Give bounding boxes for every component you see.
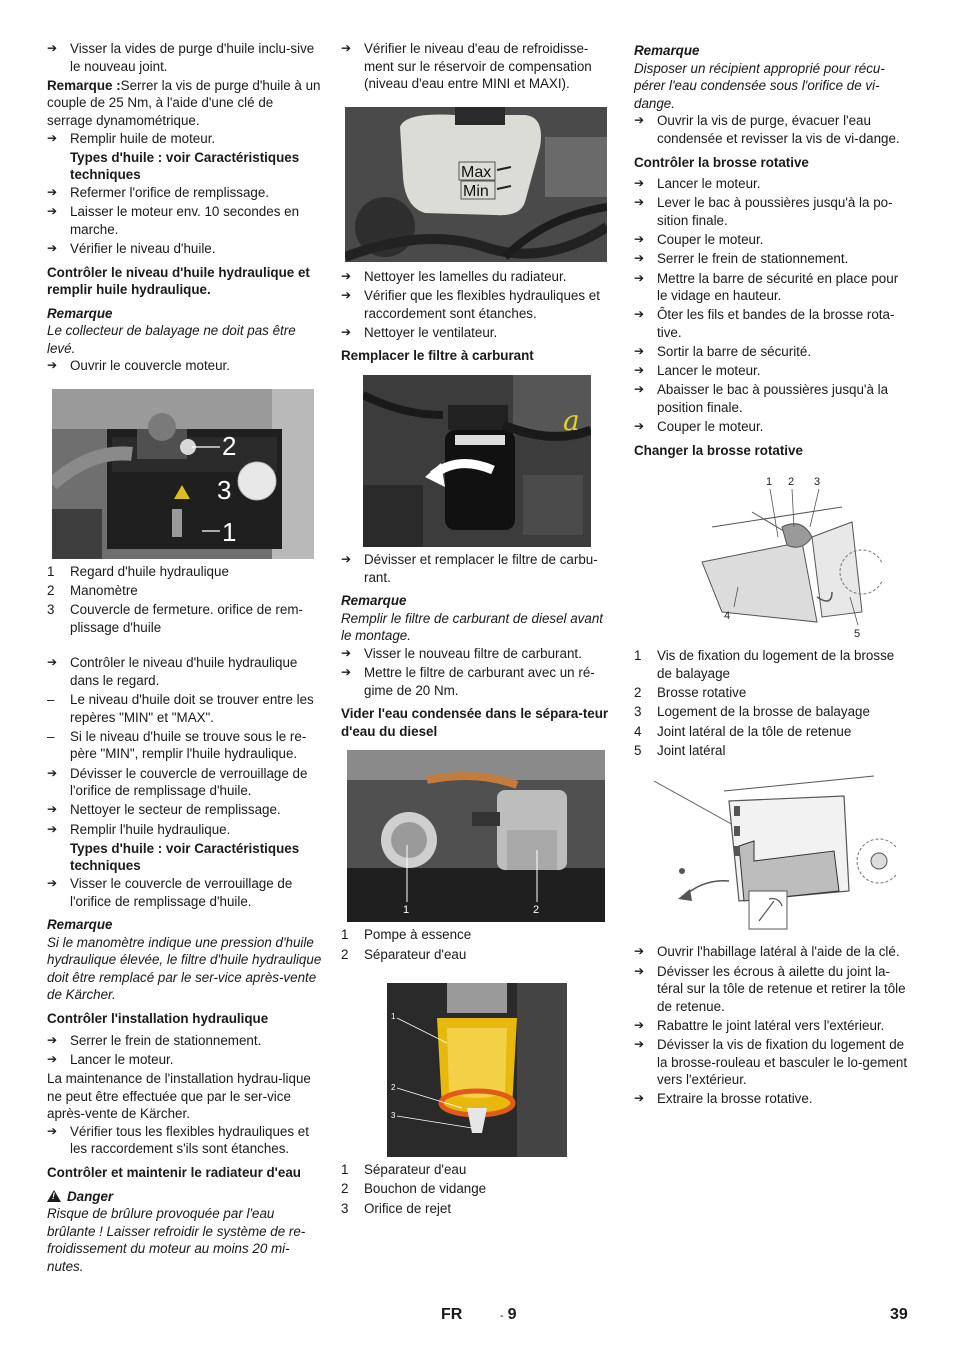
section-heading: Contrôler et maintenir le radiateur d'eau: [47, 1165, 301, 1180]
legend-item: 2 Brosse rotative: [634, 685, 747, 701]
step: ➔ Rabattre le joint latéral vers l'extérieur.: [634, 1017, 885, 1033]
photo-label: a: [563, 403, 580, 437]
arrow-right-icon: ➔: [341, 645, 352, 660]
remark-title: Remarque: [341, 593, 407, 609]
oil-types-note: Types d'huile : voir Caractéristiques techniques: [70, 149, 300, 183]
step: ➔ Remplir l'huile hydraulique.: [47, 821, 231, 837]
steps-list: [634, 175, 909, 436]
arrow-right-icon: ➔: [634, 307, 645, 322]
arrow-right-icon: ➔: [634, 944, 645, 959]
step: ➔ Serrer le frein de stationnement.: [634, 251, 849, 267]
arrow-right-icon: ➔: [634, 1017, 645, 1032]
danger-title: !Danger: [47, 1188, 322, 1206]
photo-label: 1: [222, 517, 237, 548]
coolant-reservoir-photo: [345, 107, 607, 262]
warning-triangle-icon: [47, 1190, 61, 1202]
legend-item: 5 Joint latéral: [634, 742, 726, 758]
arrow-right-icon: ➔: [634, 1091, 645, 1106]
column-2: [341, 40, 616, 1219]
side-panel-drawing: [634, 771, 896, 933]
arrow-right-icon: ➔: [634, 419, 645, 434]
step: ➔ Refermer l'orifice de remplissage.: [47, 184, 270, 200]
arrow-right-icon: ➔: [47, 1123, 58, 1138]
dash-item: – Si le niveau d'huile se trouve sous le re-père "MIN", remplir l'huile hydraulique.: [47, 728, 307, 762]
step: ➔ Visser le nouveau filtre de carburant.: [341, 645, 582, 661]
section-page-number: - 9: [500, 1306, 517, 1323]
step: ➔ Laisser le moteur env. 10 secondes en marche.: [47, 204, 300, 237]
arrow-right-icon: ➔: [47, 41, 58, 55]
section-heading: Contrôler le niveau d'huile hydraulique et remplir huile hydraulique.: [47, 264, 310, 298]
step: ➔ Vérifier tous les flexibles hydrauliques et les raccordement s'ils sont étanches.: [47, 1123, 309, 1157]
step: ➔ Nettoyer les lamelles du radiateur.: [341, 268, 567, 284]
step: ➔ Couper le moteur.: [634, 232, 764, 248]
remark-text: Disposer un récipient approprié pour récu-pérer l'eau condensée sous l'orifice de vi-dange.: [634, 60, 885, 111]
water-separator-bowl-photo: [387, 983, 567, 1157]
arrow-right-icon: ➔: [47, 358, 58, 373]
arrow-right-icon: ➔: [341, 665, 352, 680]
remark-title: Remarque: [634, 43, 700, 58]
step: ➔ Lancer le moteur.: [47, 1051, 174, 1067]
oil-types-note: Types d'huile : voir Caractéristiques techniques: [70, 840, 300, 874]
arrow-right-icon: ➔: [634, 113, 645, 128]
step: ➔ Mettre le filtre de carburant avec un ré-gime de 20 Nm.: [341, 665, 595, 698]
arrow-right-icon: ➔: [341, 287, 352, 302]
legend-item: 3 Logement de la brosse de balayage: [634, 704, 870, 720]
arrow-right-icon: ➔: [47, 240, 58, 255]
remark-text: Si le manomètre indique une pression d'huile hydraulique élevée, le filtre d'huile hydraulique doit être remplacé par le ser-vice après-vente de Kärcher.: [47, 934, 322, 1003]
step: ➔ Dévisser et remplacer le filtre de carbu-rant.: [341, 551, 598, 585]
arrow-right-icon: ➔: [47, 1051, 58, 1066]
legend-item: 2 Bouchon de vidange: [341, 1181, 487, 1197]
step: ➔ Ouvrir l'habillage latéral à l'aide de la clé.: [634, 944, 900, 960]
arrow-right-icon: ➔: [47, 1032, 58, 1047]
legend-item: 3 Orifice de rejet: [341, 1200, 452, 1216]
step: ➔ Nettoyer le secteur de remplissage.: [47, 802, 281, 818]
arrow-right-icon: ➔: [47, 765, 58, 780]
drawing-label: 4: [724, 610, 731, 623]
step: ➔ Vérifier que les flexibles hydrauliques et raccordement sont étanches.: [341, 287, 600, 321]
legend-item: 1 Pompe à essence: [341, 927, 472, 943]
step: ➔ Lancer le moteur.: [634, 176, 761, 192]
arrow-right-icon: ➔: [47, 130, 58, 145]
step: ➔ Nettoyer le ventilateur.: [341, 324, 498, 340]
step: ➔ Dévisser la vis de fixation du logement de la brosse-rouleau et basculer le lo-gement vers l'extérieur.: [634, 1037, 908, 1088]
step: ➔ Sortir la barre de sécurité.: [634, 344, 812, 360]
remark-title: Remarque: [47, 917, 113, 933]
dash-item: – Le niveau d'huile doit se trouver entre les repères "MIN" et "MAX".: [47, 692, 314, 725]
arrow-right-icon: ➔: [634, 176, 645, 191]
arrow-right-icon: ➔: [47, 821, 58, 836]
paragraph: La maintenance de l'installation hydrau-lique ne peut être effectuée que par le ser-vice après-vente de Kärcher.: [47, 1071, 311, 1122]
section-heading: Changer la brosse rotative: [634, 442, 803, 458]
photo-label: Min: [463, 182, 489, 200]
photo-label: 2: [533, 904, 540, 917]
photo-label: Max: [461, 163, 492, 181]
step: ➔ Couper le moteur.: [634, 419, 764, 435]
drawing-label: 5: [854, 628, 861, 641]
arrow-right-icon: ➔: [47, 204, 58, 219]
page-footer: [0, 1306, 954, 1330]
photo-label: 3: [391, 1111, 396, 1121]
arrow-right-icon: ➔: [47, 802, 58, 817]
photo-label: 2: [222, 431, 237, 462]
legend-item: 3 Couvercle de fermeture. orifice de rem-plissage d'huile: [47, 602, 303, 636]
remark-title: Remarque: [47, 305, 113, 321]
step: ➔ Ouvrir la vis de purge, évacuer l'eau condensée et revisser la vis de vi-dange.: [634, 113, 900, 146]
step: ➔ Mettre la barre de sécurité en place pour le vidage en hauteur.: [634, 270, 899, 304]
legend-item: 2 Séparateur d'eau: [341, 946, 467, 962]
step: ➔ Ouvrir le couvercle moteur.: [47, 358, 231, 374]
legend-item: 1 Vis de fixation du logement de la brosse de balayage: [634, 648, 895, 681]
arrow-right-icon: ➔: [341, 324, 352, 339]
arrow-right-icon: ➔: [341, 268, 352, 283]
step: ➔ Abaisser le bac à poussières jusqu'à la position finale.: [634, 382, 889, 416]
step: ➔ Remplir huile de moteur.: [47, 130, 216, 146]
arrow-right-icon: ➔: [341, 551, 352, 566]
legend-item: 1 Regard d'huile hydraulique: [47, 564, 229, 580]
arrow-right-icon: ➔: [634, 195, 645, 210]
photo-label: 3: [217, 475, 232, 506]
arrow-right-icon: ➔: [634, 232, 645, 247]
step: ➔ Vérifier le niveau d'eau de refroidisse-ment sur le réservoir de compensation (niveau d'eau entre MINI et MAXI).: [341, 41, 592, 92]
arrow-right-icon: ➔: [47, 655, 58, 670]
arrow-right-icon: ➔: [634, 344, 645, 359]
arrow-right-icon: ➔: [634, 251, 645, 266]
step: ➔ Visser le couvercle de verrouillage de l'orifice de remplissage d'huile.: [47, 875, 293, 909]
fuel-filter-photo: [363, 375, 591, 547]
step: ➔ Visser la vides de purge d'huile inclu-sive le nouveau joint.: [47, 41, 315, 74]
step: ➔ Lancer le moteur.: [634, 363, 761, 379]
drawing-label: 3: [814, 476, 821, 489]
rotary-brush-drawing: [692, 467, 882, 643]
legend-item: 1 Séparateur d'eau: [341, 1162, 467, 1178]
step: ➔ Dévisser les écrous à ailette du joint la-téral sur la tôle de retenue et retirer la tôle de retenue.: [634, 963, 906, 1014]
step: ➔ Lever le bac à poussières jusqu'à la po-sition finale.: [634, 195, 893, 228]
drawing-label: 2: [788, 476, 795, 489]
legend-item: 4 Joint latéral de la tôle de retenue: [634, 723, 852, 739]
column-1: [47, 40, 322, 1276]
step: ➔ Dévisser le couvercle de verrouillage de l'orifice de remplissage d'huile.: [47, 765, 308, 799]
step: ➔ Vérifier le niveau d'huile.: [47, 240, 216, 256]
section-heading: Contrôler la brosse rotative: [634, 154, 809, 170]
photo-label: 2: [391, 1083, 396, 1093]
arrow-right-icon: ➔: [634, 382, 645, 397]
remark-text: Remplir le filtre de carburant de diesel avant le montage.: [341, 610, 603, 644]
step: ➔ Serrer le frein de stationnement.: [47, 1032, 262, 1048]
section-heading: Remplacer le filtre à carburant: [341, 348, 534, 364]
arrow-right-icon: ➔: [47, 875, 58, 890]
section-heading: Contrôler l'installation hydraulique: [47, 1011, 269, 1027]
arrow-right-icon: ➔: [341, 41, 352, 55]
arrow-right-icon: ➔: [634, 963, 645, 978]
column-3: [634, 40, 909, 1110]
hydraulic-tank-photo: [52, 389, 314, 559]
arrow-right-icon: ➔: [47, 184, 58, 199]
arrow-right-icon: ➔: [634, 270, 645, 285]
photo-label: 1: [391, 1012, 396, 1022]
arrow-right-icon: ➔: [634, 1037, 645, 1052]
water-separator-photo: [347, 750, 605, 922]
drawing-label: 1: [766, 476, 773, 489]
remark-inline: Remarque :Serrer la vis de purge d'huile à un couple de 25 Nm, à l'aide d'une clé de serrage dynamométrique.: [47, 77, 321, 128]
danger-text: Risque de brûlure provoquée par l'eau brûlante ! Laisser refroidir le système de re-froidissement du moteur au moins 20 mi-nutes.: [47, 1206, 306, 1274]
language-code: FR: [441, 1306, 463, 1323]
step: ➔ Extraire la brosse rotative.: [634, 1091, 813, 1107]
absolute-page-number: 39: [890, 1306, 908, 1323]
remark-text: Le collecteur de balayage ne doit pas être levé.: [47, 323, 296, 356]
arrow-right-icon: ➔: [634, 363, 645, 378]
section-heading: Vider l'eau condensée dans le sépara-teur d'eau du diesel: [341, 706, 609, 739]
photo-label: 1: [403, 904, 410, 917]
step: ➔ Contrôler le niveau d'huile hydraulique dans le regard.: [47, 655, 298, 688]
legend-item: 2 Manomètre: [47, 583, 138, 599]
step: ➔ Ôter les fils et bandes de la brosse rota-tive.: [634, 307, 895, 340]
